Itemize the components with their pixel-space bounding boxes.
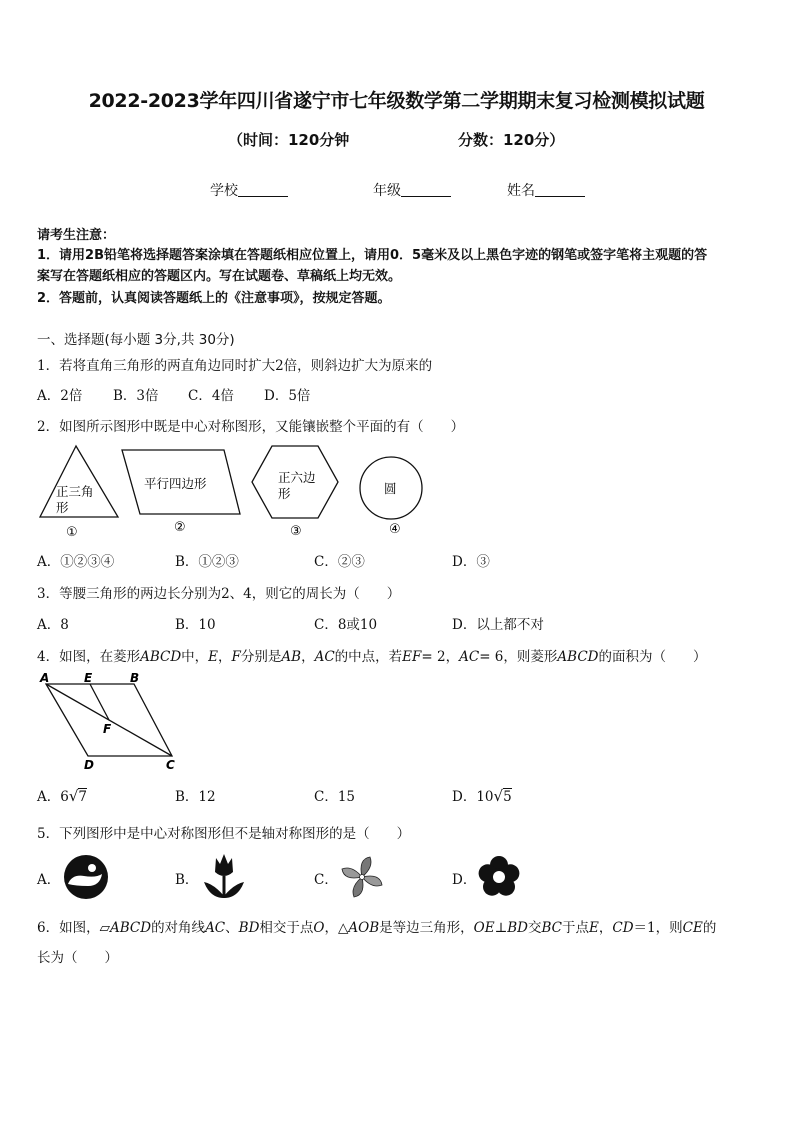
hexagon-label-1: 正六边 (278, 470, 316, 485)
flower-icon (476, 854, 522, 900)
q2-option-d[interactable]: D．③ (452, 554, 490, 570)
q6-stem: 6．如图，▱ABCD的对角线AC、BD相交于点O，△AOB是等边三角形，OE⊥BD交BC于点E，CD＝1，则CE的 (37, 920, 717, 936)
shape-number-3: ③ (290, 524, 302, 539)
q1-option-c[interactable]: C．4倍 (188, 388, 234, 404)
q6-stem-line-2: 长为（ ） (37, 950, 118, 966)
q1-option-b[interactable]: B．3倍 (113, 388, 159, 404)
notice-heading: 请考生注意： (37, 228, 116, 243)
q5-option-b[interactable]: B． (175, 872, 199, 888)
q3-option-a[interactable]: A．8 (37, 617, 69, 633)
q1-option-d[interactable]: D．5倍 (264, 388, 311, 404)
score-label: 分数：120分） (458, 131, 565, 149)
q2-shapes-figure (36, 442, 436, 542)
point-e-label: E (84, 671, 93, 685)
q2-option-a[interactable]: A．①②③④ (37, 554, 115, 570)
q3-stem: 3．等腰三角形的两边长分别为2、4，则它的周长为（ ） (37, 586, 401, 602)
q5-option-d[interactable]: D． (452, 872, 477, 888)
q4-option-a[interactable]: A．6√7 (37, 787, 87, 805)
q3-option-b[interactable]: B．10 (175, 617, 216, 633)
grade-field[interactable] (373, 180, 451, 200)
paper-title: 2022-2023学年四川省遂宁市七年级数学第二学期期末复习检测模拟试题 (88, 90, 705, 112)
q2-option-c[interactable]: C．②③ (314, 554, 365, 570)
school-label: 学校 (210, 183, 238, 199)
triangle-shape (40, 446, 118, 517)
q4-stem: 4．如图，在菱形ABCD中，E，F分别是AB，AC的中点，若EF= 2，AC= 6，则菱形ABCD的面积为（ ） (37, 649, 707, 665)
tulip-icon (200, 852, 248, 902)
name-label: 姓名 (507, 183, 535, 199)
point-a-label: A (40, 671, 50, 685)
hexagon-label-2: 形 (278, 486, 291, 501)
point-f-label: F (103, 722, 112, 736)
point-d-label: D (84, 758, 94, 772)
q4-option-b[interactable]: B．12 (175, 789, 216, 805)
shape-number-4: ④ (389, 522, 401, 537)
q5-stem: 5．下列图形中是中心对称图形但不是轴对称图形的是（ ） (37, 826, 411, 842)
yin-yang-logo-icon (62, 854, 110, 900)
q4-rhombus-figure (36, 670, 186, 774)
q1-stem: 1．若将直角三角形的两直角边同时扩大2倍，则斜边扩大为原来的 (37, 358, 433, 374)
q4-option-d[interactable]: D．10√5 (452, 787, 512, 805)
time-label: （时间：120分钟 (228, 131, 350, 149)
point-c-label: C (166, 758, 175, 772)
parallelogram-label: 平行四边形 (144, 476, 207, 491)
q3-option-d[interactable]: D．以上都不对 (452, 617, 544, 633)
q2-stem: 2．如图所示图形中既是中心对称图形，又能镶嵌整个平面的有（ ） (37, 419, 465, 435)
q5-option-a[interactable]: A． (37, 872, 61, 888)
q5-option-c[interactable]: C． (314, 872, 338, 888)
grade-label: 年级 (373, 183, 401, 199)
shape-number-1: ① (66, 525, 78, 540)
triangle-label-1: 正三角 (56, 484, 94, 499)
pinwheel-icon (338, 854, 386, 900)
q4-option-c[interactable]: C．15 (314, 789, 356, 805)
q1-option-a[interactable]: A．2倍 (37, 388, 83, 404)
school-field[interactable] (210, 180, 288, 200)
triangle-label-2: 形 (56, 500, 69, 515)
shape-number-2: ② (174, 520, 186, 535)
name-field[interactable] (507, 180, 585, 200)
notice-line-1b: 案写在答题纸相应的答题区内。写在试题卷、草稿纸上均无效。 (37, 269, 402, 284)
notice-line-2: 2．答题前，认真阅读答题纸上的《注意事项》，按规定答题。 (37, 291, 391, 306)
circle-label: 圆 (384, 481, 397, 496)
q3-option-c[interactable]: C．8或10 (314, 617, 378, 633)
notice-line-1a: 1．请用2B铅笔将选择题答案涂填在答题纸相应位置上，请用0．5毫米及以上黑色字迹的钢笔或签字笔将主观题的答 (37, 248, 708, 263)
q2-option-b[interactable]: B．①②③ (175, 554, 239, 570)
point-b-label: B (130, 671, 140, 685)
section-heading: 一、选择题(每小题 3分,共 30分) (37, 332, 235, 348)
